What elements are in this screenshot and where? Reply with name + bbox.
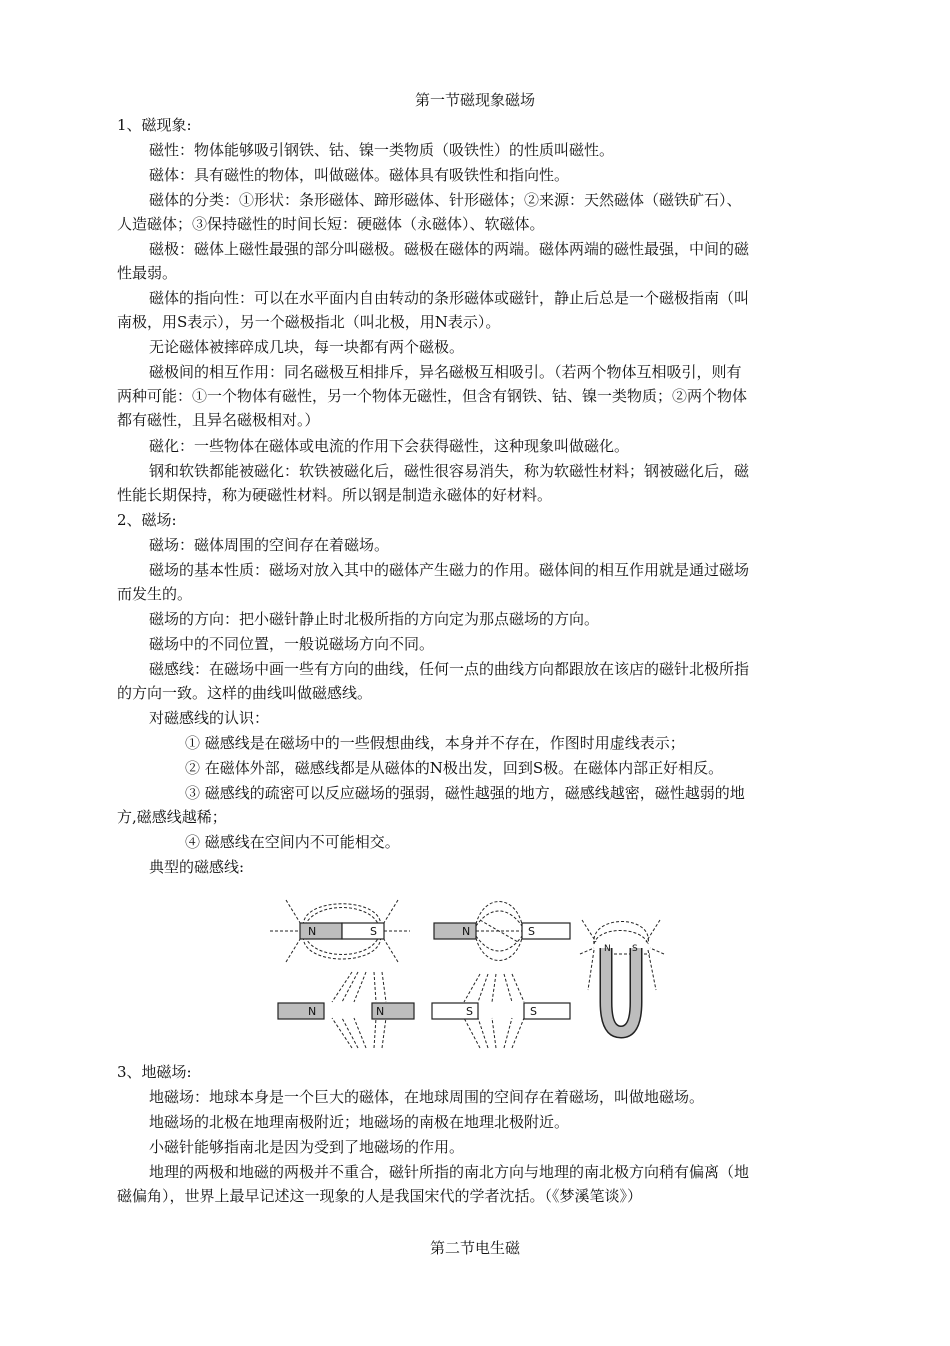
field-line — [588, 950, 594, 990]
field-line — [492, 1018, 496, 1048]
list-item-4: ④ 磁感线在空间内不可能相交。 — [185, 833, 400, 851]
magnet-north-half — [300, 923, 342, 939]
field-line — [478, 974, 488, 1002]
pole-label-s: S — [632, 944, 638, 954]
list-item-1: ① 磁感线是在磁场中的一些假想曲线，本身并不存在，作图时用虚线表示； — [185, 734, 685, 752]
field-line — [332, 972, 352, 1002]
field-line — [476, 902, 522, 925]
para-field-positions: 磁场中的不同位置，一般说磁场方向不同。 — [149, 635, 435, 653]
field-line — [464, 974, 480, 1002]
field-line — [504, 974, 512, 1002]
para-geomagnetic-field: 地磁场：地球本身是一个巨大的磁体，在地球周围的空间存在着磁场，叫做地磁场。 — [149, 1088, 705, 1106]
para-steel-iron: 钢和软铁都能被磁化：软铁被磁化后，磁性很容易消失，称为软磁性材料；钢被磁化后，磁 — [149, 462, 750, 480]
field-line — [382, 900, 398, 926]
field-line — [374, 1018, 376, 1048]
field-line — [582, 920, 596, 942]
para-directivity-cont: 南极，用S表示），另一个磁极指北（叫北极，用N表示）。 — [117, 313, 501, 331]
field-line — [512, 974, 524, 1002]
field-line — [476, 911, 522, 926]
para-declination-cont: 磁偏角），世界上最早记述这一现象的人是我国宋代的学者沈括。（《梦溪笔谈》） — [117, 1187, 643, 1205]
horseshoe-magnet-fill — [606, 948, 636, 1032]
field-line — [464, 1018, 480, 1048]
para-field-lines: 磁感线：在磁场中画一些有方向的曲线，任何一点的曲线方向都跟放在该店的磁针北极所指 — [149, 660, 750, 678]
field-line — [286, 900, 302, 926]
list-item-3-cont: 方,磁感线越稀； — [117, 808, 227, 826]
pole-label-n: N — [604, 944, 611, 954]
pole-label-n: N — [462, 925, 471, 938]
magnet-north-half — [278, 1003, 324, 1019]
para-understanding: 对磁感线的认识： — [149, 709, 270, 727]
para-poles: 磁极：磁体上磁性最强的部分叫磁极。磁极在磁体的两端。磁体两端的磁性最强，中间的磁 — [149, 240, 750, 258]
field-line — [382, 1018, 386, 1048]
section-title-2: 第二节电生磁 — [429, 1239, 520, 1257]
heading-magnetic-field: 2、磁场: — [117, 511, 177, 529]
para-field: 磁场：磁体周围的空间存在着磁场。 — [149, 536, 390, 554]
para-steel-iron-cont: 性能长期保持，称为硬磁性材料。所以钢是制造永磁体的好材料。 — [117, 486, 553, 504]
para-directivity: 磁体的指向性：可以在水平面内自由转动的条形磁体或磁针，静止后总是一个磁极指南（叫 — [149, 289, 750, 307]
para-typical-lines: 典型的磁感线: — [149, 858, 245, 876]
pole-label-s: S — [370, 925, 377, 938]
para-field-lines-cont: 的方向一致。这样的曲线叫做磁感线。 — [117, 684, 373, 702]
para-compass: 小磁针能够指南北是因为受到了地磁场的作用。 — [149, 1138, 465, 1156]
field-line — [492, 974, 496, 1002]
heading-geomagnetism: 3、地磁场: — [117, 1063, 192, 1081]
para-field-property: 磁场的基本性质：磁场对放入其中的磁体产生磁力的作用。磁体间的相互作用就是通过磁场 — [149, 561, 750, 579]
para-interaction-cont2: 都有磁性，且异名磁极相对。） — [117, 411, 320, 429]
field-line — [332, 1018, 352, 1048]
list-item-2: ② 在磁体外部，磁感线都是从磁体的N极出发，回到S极。在磁体内部正好相反。 — [185, 759, 724, 777]
field-line — [504, 1018, 512, 1048]
para-magnetism: 磁性：物体能够吸引钢铁、钴、镍一类物质（吸铁性）的性质叫磁性。 — [149, 141, 615, 159]
para-field-direction: 磁场的方向：把小磁针静止时北极所指的方向定为那点磁场的方向。 — [149, 610, 600, 628]
field-line — [286, 936, 302, 962]
para-broken-magnet: 无论磁体被摔碎成几块，每一块都有两个磁极。 — [149, 338, 465, 356]
pole-label-n: N — [308, 1005, 317, 1018]
pole-label-n: N — [376, 1005, 385, 1018]
field-line — [648, 950, 656, 990]
para-classification: 磁体的分类：①形状：条形磁体、蹄形磁体、针形磁体；②来源：天然磁体（磁铁矿石）、 — [149, 191, 742, 209]
field-line — [594, 922, 649, 945]
field-line — [650, 948, 664, 954]
pole-label-s: S — [530, 1005, 537, 1018]
magnet-south-half — [342, 923, 384, 939]
magnetic-field-lines-figure — [268, 890, 688, 1055]
field-line — [382, 936, 398, 962]
para-poles-cont: 性最弱。 — [117, 264, 178, 282]
field-line — [374, 972, 376, 1002]
field-line — [580, 948, 594, 954]
field-line — [594, 931, 648, 945]
list-item-3: ③ 磁感线的疏密可以反应磁场的强弱，磁性越强的地方，磁感线越密，磁性越弱的地 — [185, 784, 745, 802]
para-declination: 地理的两极和地磁的两极并不重合，磁针所指的南北方向与地理的南北极方向稍有偏离（地 — [149, 1163, 750, 1181]
field-line — [476, 938, 522, 961]
heading-magnetism: 1、磁现象: — [117, 116, 192, 134]
pole-label-n: N — [308, 925, 317, 938]
para-classification-cont: 人造磁体；③保持磁性的时间长短：硬磁体（永磁体）、软磁体。 — [117, 215, 545, 233]
field-line — [476, 936, 522, 951]
para-field-property-cont: 而发生的。 — [117, 585, 193, 603]
field-line — [646, 920, 660, 942]
para-interaction: 磁极间的相互作用：同名磁极互相排斥，异名磁极互相吸引。（若两个物体互相吸引，则有 — [149, 363, 742, 381]
para-magnetization: 磁化：一些物体在磁体或电流的作用下会获得磁性，这种现象叫做磁化。 — [149, 437, 630, 455]
para-geomagnetic-poles: 地磁场的北极在地理南极附近；地磁场的南极在地理北极附近。 — [149, 1113, 570, 1131]
para-interaction-cont1: 两种可能：①一个物体有磁性，另一个物体无磁性，但含有钢铁、钴、镍一类物质；②两个物体 — [117, 387, 748, 405]
field-line — [512, 1018, 524, 1048]
pole-label-s: S — [528, 925, 535, 938]
field-line — [382, 972, 386, 1002]
para-magnet: 磁体：具有磁性的物体，叫做磁体。磁体具有吸铁性和指向性。 — [149, 166, 570, 184]
field-line — [478, 1018, 488, 1048]
pole-label-s: S — [466, 1005, 473, 1018]
section-title-1: 第一节磁现象磁场 — [414, 91, 535, 109]
